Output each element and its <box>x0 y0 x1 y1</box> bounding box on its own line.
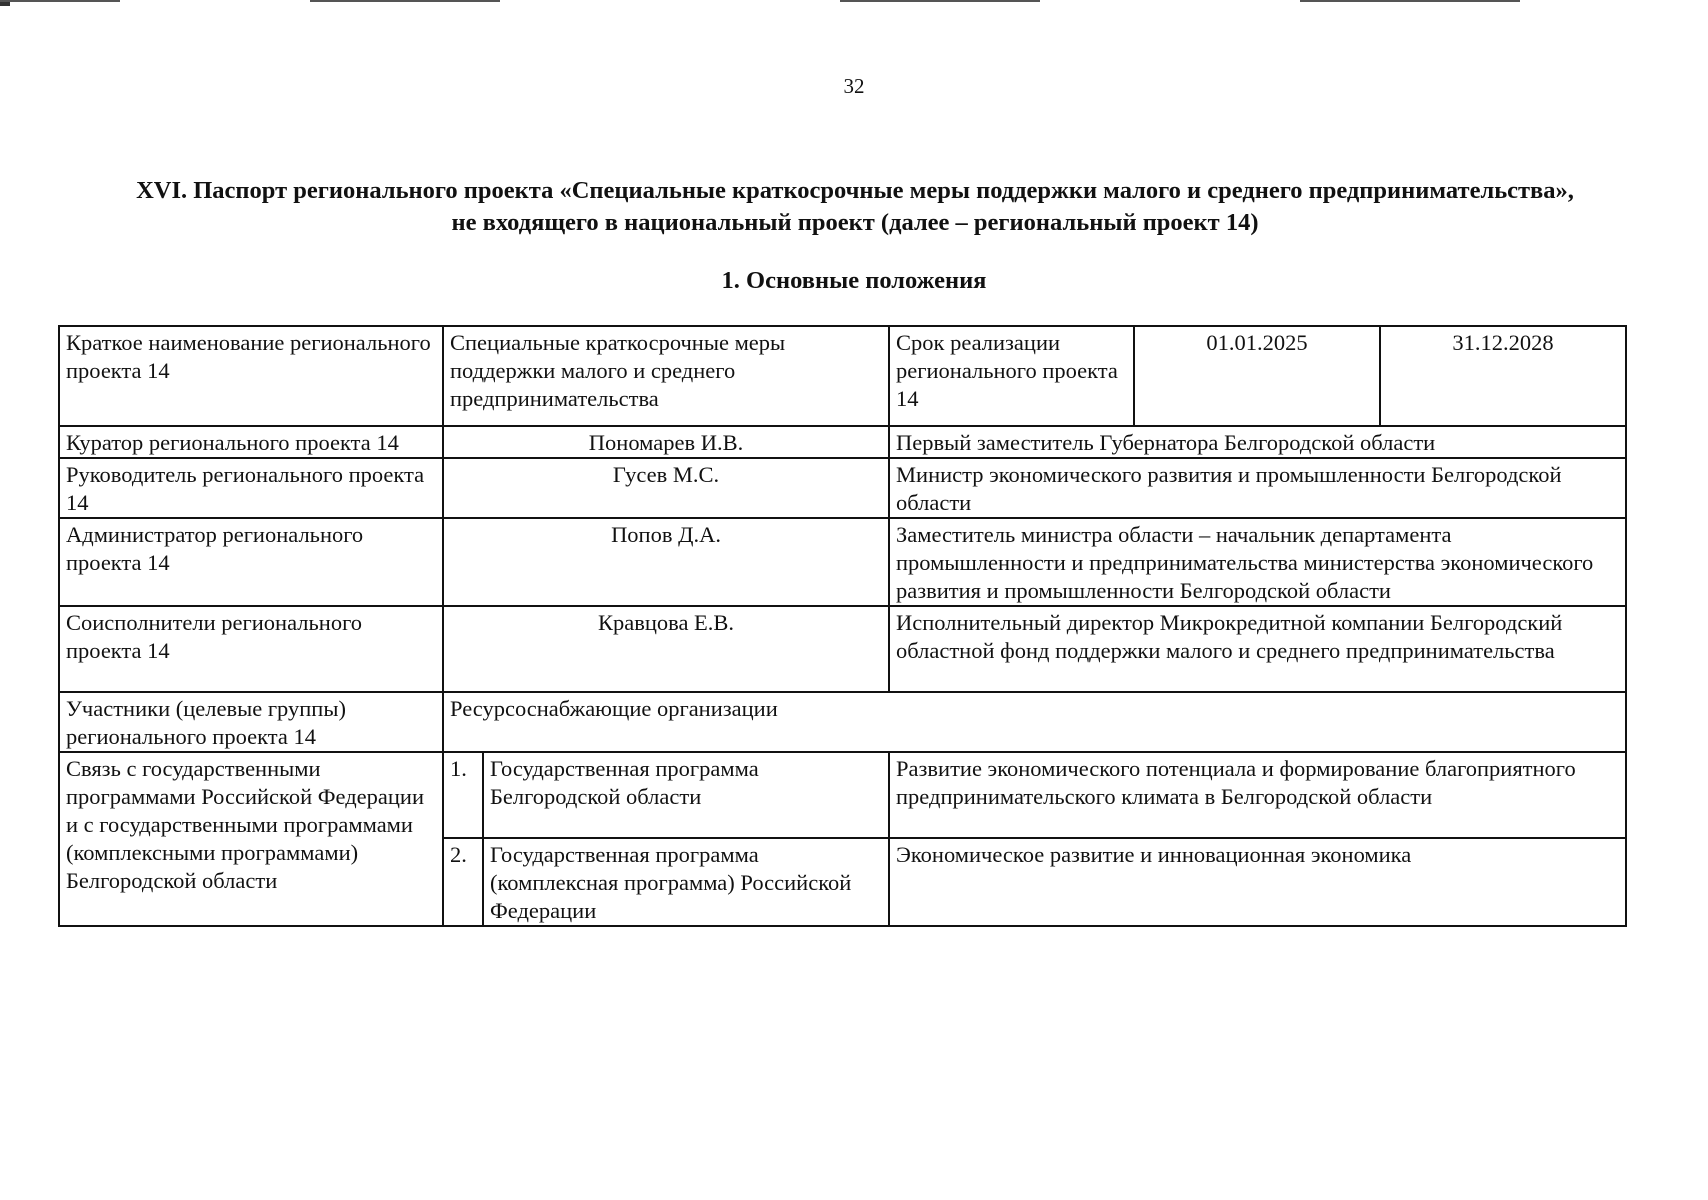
coexecutors-position: Исполнительный директор Микрокредитной компании Белгородский областной фонд поддержки малого и среднего предпринимательства <box>889 606 1626 692</box>
term-label: Срок реализации регионального проекта 14 <box>889 326 1134 426</box>
curator-label: Куратор регионального проекта 14 <box>59 426 443 458</box>
page-number: 32 <box>843 74 865 98</box>
program-name: Государственная программа Белгородской области <box>483 752 889 838</box>
scan-edge-mark <box>840 0 1040 2</box>
section-title <box>60 175 1650 239</box>
term-start-date: 01.01.2025 <box>1134 326 1380 426</box>
administrator-position: Заместитель министра области – начальник департамента промышленности и предпринимательства министерства экономического развития и промышленности Белгородской области <box>889 518 1626 606</box>
section-title-line-2: не входящего в национальный проект (далее – региональный проект 14) <box>451 209 1259 236</box>
section-title-line-1: XVI. Паспорт регионального проекта «Специальные краткосрочные меры поддержки малого и среднего предпринимательства», <box>136 177 1574 204</box>
coexecutors-name: Кравцова Е.В. <box>443 606 889 692</box>
table-row-administrator <box>59 518 1626 606</box>
term-end-date: 31.12.2028 <box>1380 326 1626 426</box>
participants-value: Ресурсоснабжающие организации <box>443 692 1626 752</box>
administrator-name: Попов Д.А. <box>443 518 889 606</box>
scan-edge-mark <box>0 0 120 2</box>
table-row-head <box>59 458 1626 518</box>
head-position: Министр экономического развития и промышленности Белгородской области <box>889 458 1626 518</box>
head-label: Руководитель регионального проекта 14 <box>59 458 443 518</box>
program-detail: Развитие экономического потенциала и формирование благоприятного предпринимательского климата в Белгородской области <box>889 752 1626 838</box>
subsection-title: 1. Основные положения <box>721 267 987 294</box>
scan-edge-mark <box>310 0 500 2</box>
administrator-label: Администратор регионального проекта 14 <box>59 518 443 606</box>
table-row-short-name <box>59 326 1626 426</box>
project-passport-table <box>58 325 1627 927</box>
short-name-label: Краткое наименование регионального проекта 14 <box>59 326 443 426</box>
coexecutors-label: Соисполнители регионального проекта 14 <box>59 606 443 692</box>
curator-name: Пономарев И.В. <box>443 426 889 458</box>
program-detail: Экономическое развитие и инновационная экономика <box>889 838 1626 926</box>
program-name: Государственная программа (комплексная программа) Российской Федерации <box>483 838 889 926</box>
curator-position: Первый заместитель Губернатора Белгородской области <box>889 426 1626 458</box>
program-links-label: Связь с государственными программами Российской Федерации и с государственными программами (комплексными программами) Белгородской области <box>59 752 443 926</box>
program-number: 1. <box>443 752 483 838</box>
table-row-coexecutors <box>59 606 1626 692</box>
table-row-participants <box>59 692 1626 752</box>
table-row-curator <box>59 426 1626 458</box>
table-row-program-link-1 <box>59 752 1626 838</box>
participants-label: Участники (целевые группы) регионального проекта 14 <box>59 692 443 752</box>
short-name-value: Специальные краткосрочные меры поддержки малого и среднего предпринимательства <box>443 326 889 426</box>
program-number: 2. <box>443 838 483 926</box>
scan-edge-mark <box>1300 0 1520 2</box>
head-name: Гусев М.С. <box>443 458 889 518</box>
